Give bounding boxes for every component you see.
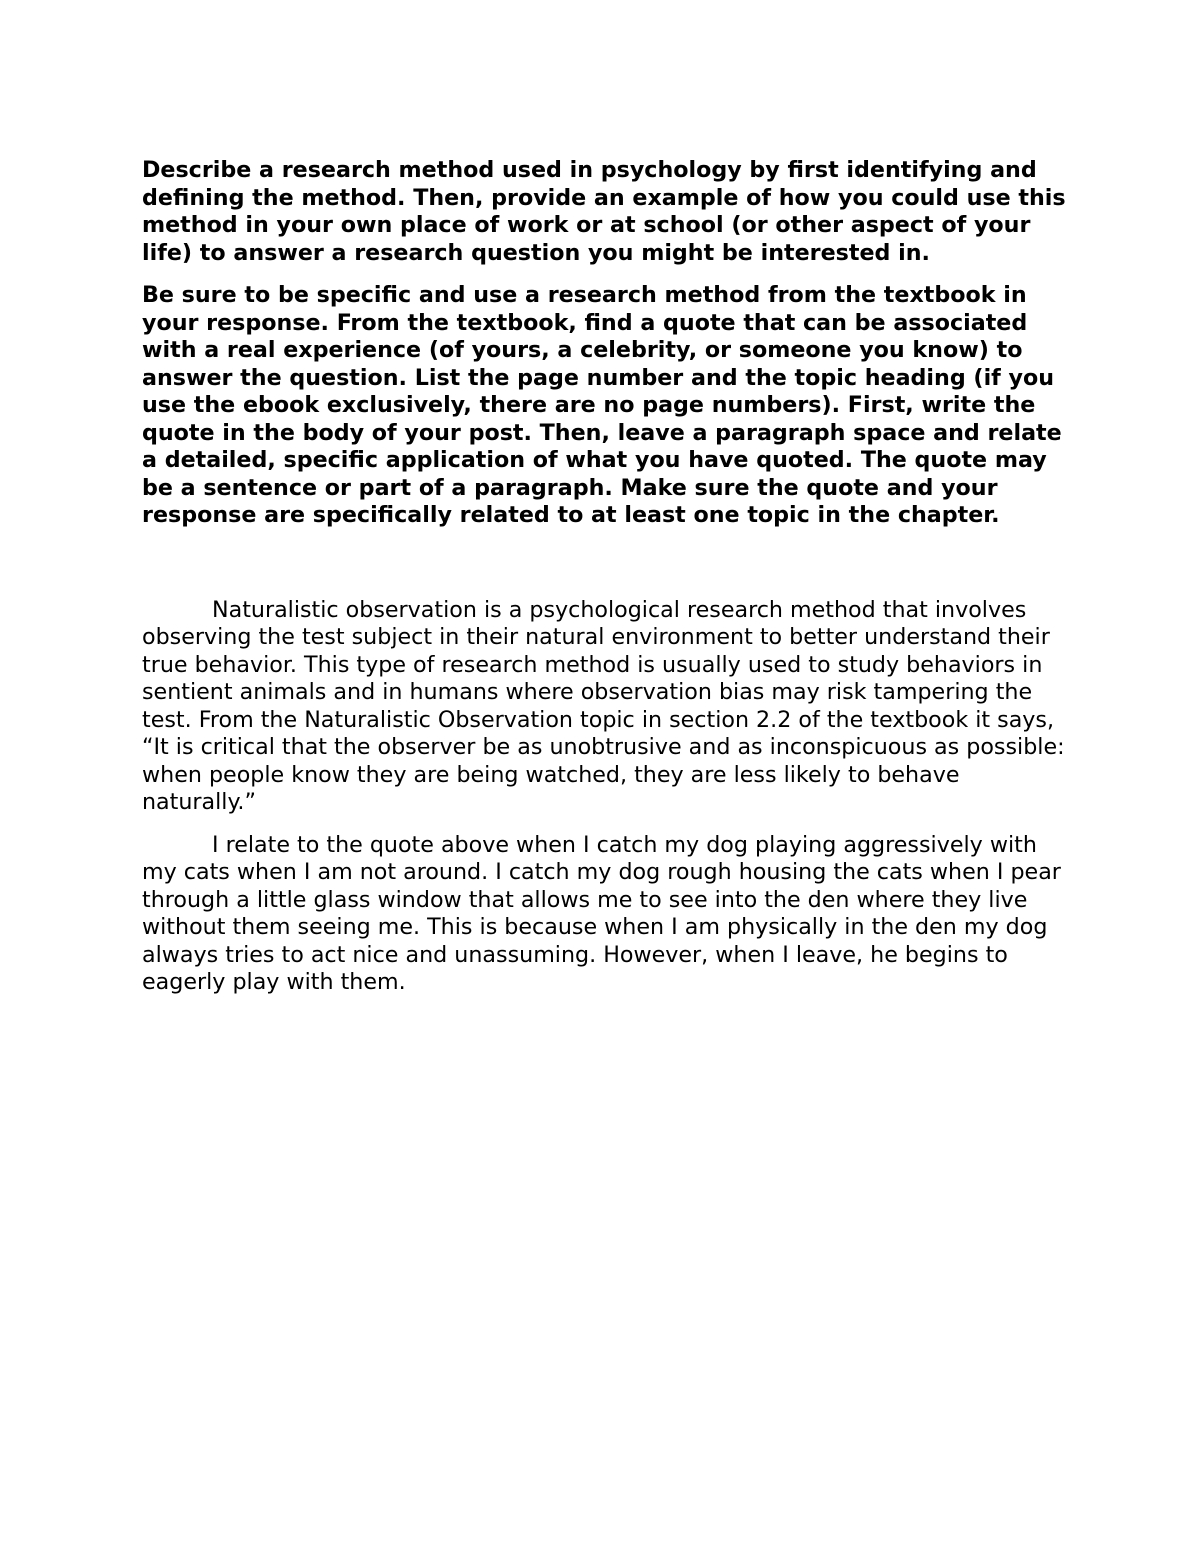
prompt-paragraph-1: Describe a research method used in psychology by first identifying and defining the method. Then, provide an example of how you could use this method in your own place of work or at school (or other aspect of your life) to answer a research question you might be interested in.: [142, 157, 1066, 266]
assignment-prompt: [142, 157, 1072, 530]
student-response: [142, 597, 1072, 997]
prompt-paragraph-2: Be sure to be specific and use a research method from the textbook in your response. From the textbook, find a quote that can be associated with a real experience (of yours, a celebrity, or someone you know) to answer the question. List the page number and the topic heading (if you use the ebook exclusively, there are no page numbers). First, write the quote in the body of your post. Then, leave a paragraph space and relate a detailed, specific application of what you have quoted. The quote may be a sentence or part of a paragraph. Make sure the quote and your response are specifically related to at least one topic in the chapter.: [142, 282, 1062, 528]
response-paragraph-2: I relate to the quote above when I catch my dog playing aggressively with my cats when I am not around. I catch my dog rough housing the cats when I pear through a little glass window that allows me to see into the den where they live without them seeing me. This is because when I am physically in the den my dog always tries to act nice and unassuming. However, when I leave, he begins to eagerly play with them.: [142, 831, 1061, 995]
document-body: [142, 157, 1072, 1012]
response-paragraph-1: Naturalistic observation is a psychological research method that involves observing the test subject in their natural environment to better understand their true behavior. This type of research method is usually used to study behaviors in sentient animals and in humans where observation bias may risk tampering the test. From the Naturalistic Observation topic in section 2.2 of the textbook it says, “It is critical that the observer be as unobtrusive and as inconspicuous as possible: when people know they are being watched, they are less likely to behave naturally.”: [142, 596, 1065, 815]
